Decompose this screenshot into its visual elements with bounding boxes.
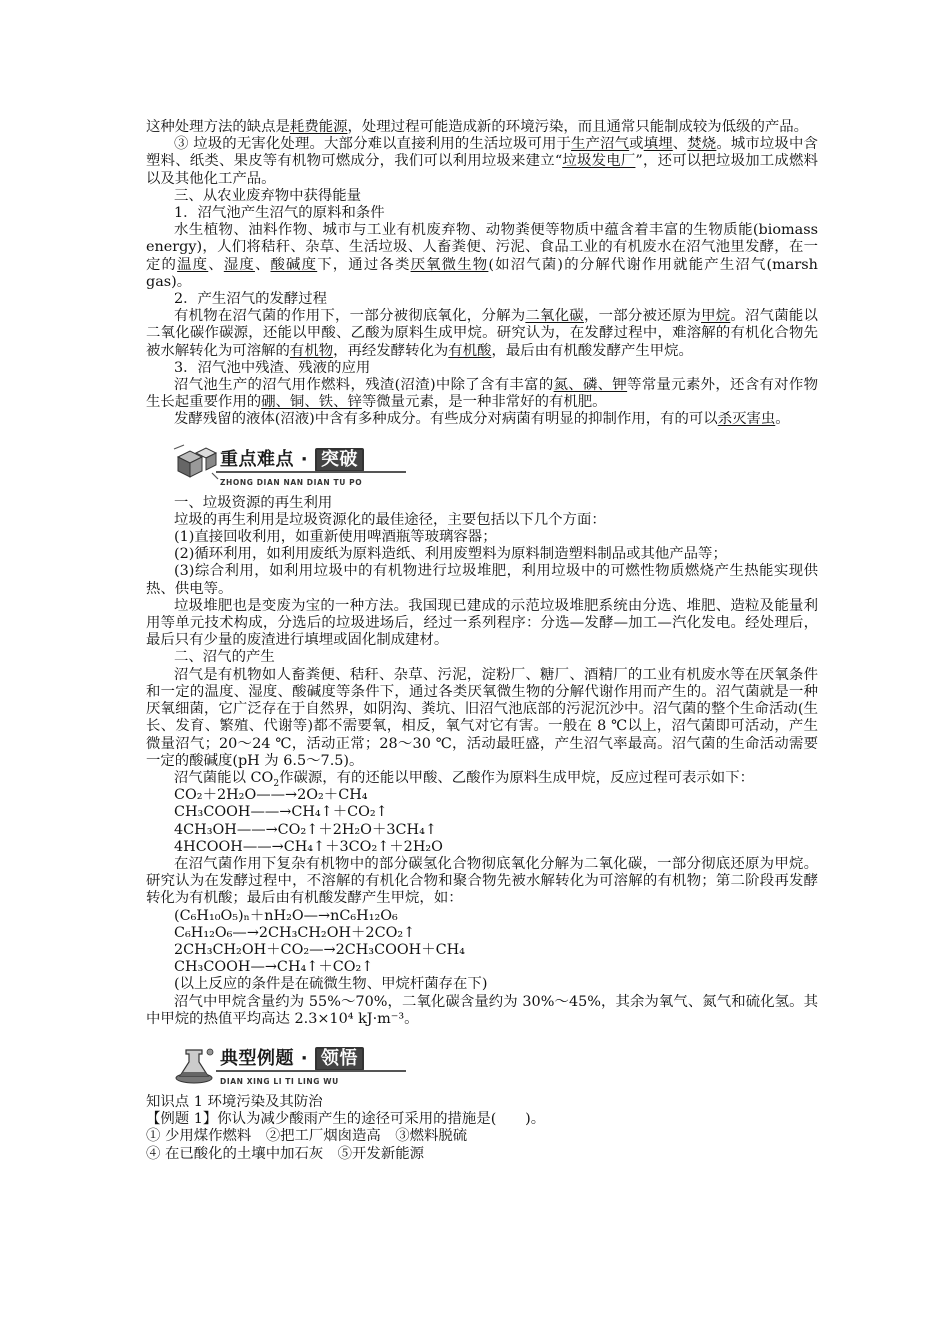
equation: CO₂＋2H₂O——→2O₂＋CH₄ [174, 787, 368, 804]
list-item: (3)综合利用，如利用垃圾中的有机物进行垃圾堆肥，利用垃圾中的可燃性物质燃烧产生热能实现供热、供电等。 [146, 563, 818, 597]
paragraph: ③ 垃圾的无害化处理。大部分难以直接利用的生活垃圾可用于生产沼气或填埋、焚烧。城市垃圾中含塑料、纸类、果皮等有机物可燃成分，我们可以利用垃圾来建立“垃圾发电厂”，还可以把垃圾加工成燃料以及其他化工产品。 [146, 136, 818, 187]
equation: 4CH₃OH——→CO₂↑＋2H₂O＋3CH₄↑ [174, 821, 437, 838]
section-heading: 三、从农业废弃物中获得能量 [174, 187, 362, 204]
section-banner-examples [172, 1042, 402, 1090]
document-page [146, 119, 818, 1163]
list-item: (1)直接回收利用，如重新使用啤酒瓶等玻璃容器； [174, 529, 497, 546]
question: 【例题 1】你认为减少酸雨产生的途径可采用的措施是( )。 [146, 1111, 546, 1128]
options-line: ① 少用煤作燃料 ②把工厂烟囱造高 ③燃料脱硫 [146, 1128, 468, 1145]
subheading: 3．沼气池中残渣、残液的应用 [174, 359, 371, 376]
banner-pinyin: DIAN XING LI TI LING WU [220, 1076, 339, 1086]
knowledge-point: 知识点 1 环境污染及其防治 [146, 1093, 323, 1110]
banner-title: 重点难点 · 突破 [220, 448, 364, 472]
cube-emblem-icon [172, 443, 220, 487]
banner-rule [216, 1070, 406, 1072]
paragraph: 沼气菌能以 $CO_2$作碳源，有的还能以甲酸、乙酸作为原料生成甲烷，反应过程可表示如下： [174, 769, 754, 789]
banner-pinyin: ZHONG DIAN NAN DIAN TU PO [220, 477, 363, 487]
banner-rule [216, 471, 406, 473]
paragraph: 这种处理方法的缺点是耗费能源，处理过程可能造成新的环境污染，而且通常只能制成较为低级的产品。 [146, 119, 809, 135]
paragraph: 沼气中甲烷含量约为 55%～70%，二氧化碳含量约为 30%～45%，其余为氧气、氮气和硫化氢。其中甲烷的热值平均高达 2.3×10⁴ kJ·m⁻³。 [146, 993, 818, 1027]
equation: CH₃COOH—→CH₄↑＋CO₂↑ [174, 959, 374, 976]
equation: (C₆H₁₀O₅)ₙ＋nH₂O—→nC₆H₁₂O₆ [174, 907, 398, 924]
paragraph: 水生植物、油料作物、城市与工业有机废弃物、动物粪便等物质中蕴含着丰富的生物质能(biomass energy)，人们将秸秆、杂草、生活垃圾、人畜粪便、污泥、食品工业的有机废水在沼气池里发酵，在一定的温度、湿度、酸碱度下，通过各类厌氧微生物(如沼气菌)的分解代谢作用就能产生沼气(marsh gas)。 [146, 222, 818, 290]
options-line: ④ 在已酸化的土壤中加石灰 ⑤开发新能源 [146, 1145, 424, 1162]
paragraph: 沼气是有机物如人畜粪便、秸秆、杂草、污泥，淀粉厂、糖厂、酒精厂的工业有机废水等在厌氧条件和一定的温度、湿度、酸碱度等条件下，通过各类厌氧微生物的分解代谢作用而产生的。沼气菌就是一种厌氧细菌，它广泛存在于自然界，如阴沟、粪坑、旧沼气池底部的污泥沉沙中。沼气菌的整个生命活动(生长、发育、繁殖、代谢等)都不需要氧，相反，氧气对它有害。一般在 8 ℃以上，沼气菌即可活动，产生微量沼气；20～24 ℃，活动正常；28～30 ℃，活动最旺盛，产生沼气率最高。沼气菌的生命活动需要一定的酸碱度(pH 为 6.5～7.5)。 [146, 666, 818, 769]
equation: 4HCOOH——→CH₄↑＋3CO₂↑＋2H₂O [174, 838, 443, 855]
paragraph: 垃圾的再生利用是垃圾资源化的最佳途径，主要包括以下几个方面： [174, 511, 606, 528]
section-banner-key-points [172, 443, 402, 491]
section-heading: 二、沼气的产生 [174, 649, 275, 666]
equation: C₆H₁₂O₆—→2CH₃CH₂OH＋2CO₂↑ [174, 924, 416, 941]
equation: 2CH₃CH₂OH＋CO₂—→2CH₃COOH＋CH₄ [174, 941, 465, 958]
section-heading: 一、垃圾资源的再生利用 [174, 494, 333, 511]
banner-title: 典型例题 · 领悟 [220, 1047, 364, 1071]
paragraph: 有机物在沼气菌的作用下，一部分被彻底氧化，分解为二氧化碳，一部分被还原为甲烷。沼气菌能以二氧化碳作碳源，还能以甲酸、乙酸为原料生成甲烷。研究认为，在发酵过程中，难溶解的有机化合物先被水解转化为可溶解的有机物，再经发酵转化为有机酸，最后由有机酸发酵产生甲烷。 [146, 308, 818, 359]
paragraph: 垃圾堆肥也是变废为宝的一种方法。我国现已建成的示范垃圾堆肥系统由分选、堆肥、造粒及能量利用等单元技术构成，分选后的垃圾进场后，经过一系列程序：分选—发酵—加工—汽化发电。经处理后，最后只有少量的废渣进行填埋或固化制成建材。 [146, 597, 818, 649]
note: (以上反应的条件是在硫微生物、甲烷杆菌存在下) [174, 976, 488, 993]
lab-flask-emblem-icon [172, 1042, 220, 1086]
paragraph: 发酵残留的液体(沼液)中含有多种成分。有些成分对病菌有明显的抑制作用，有的可以杀灭害虫。 [174, 411, 790, 428]
subheading: 2．产生沼气的发酵过程 [174, 291, 328, 308]
subheading: 1．沼气池产生沼气的原料和条件 [174, 205, 385, 222]
list-item: (2)循环利用，如利用废纸为原料造纸、利用废塑料为原料制造塑料制品或其他产品等； [174, 546, 727, 563]
equation: CH₃COOH——→CH₄↑＋CO₂↑ [174, 804, 388, 821]
paragraph: 在沼气菌作用下复杂有机物中的部分碳氢化合物彻底氧化分解为二氧化碳，一部分彻底还原为甲烷。研究认为在发酵过程中，不溶解的有机化合物和聚合物先被水解转化为可溶解的有机物；第二阶段再发酵转化为有机酸；最后由有机酸发酵产生甲烷，如： [146, 855, 818, 907]
paragraph: 沼气池生产的沼气用作燃料，残渣(沼渣)中除了含有丰富的氮、磷、钾等常量元素外，还含有对作物生长起重要作用的硼、铜、铁、锌等微量元素，是一种非常好的有机肥。 [146, 377, 818, 411]
